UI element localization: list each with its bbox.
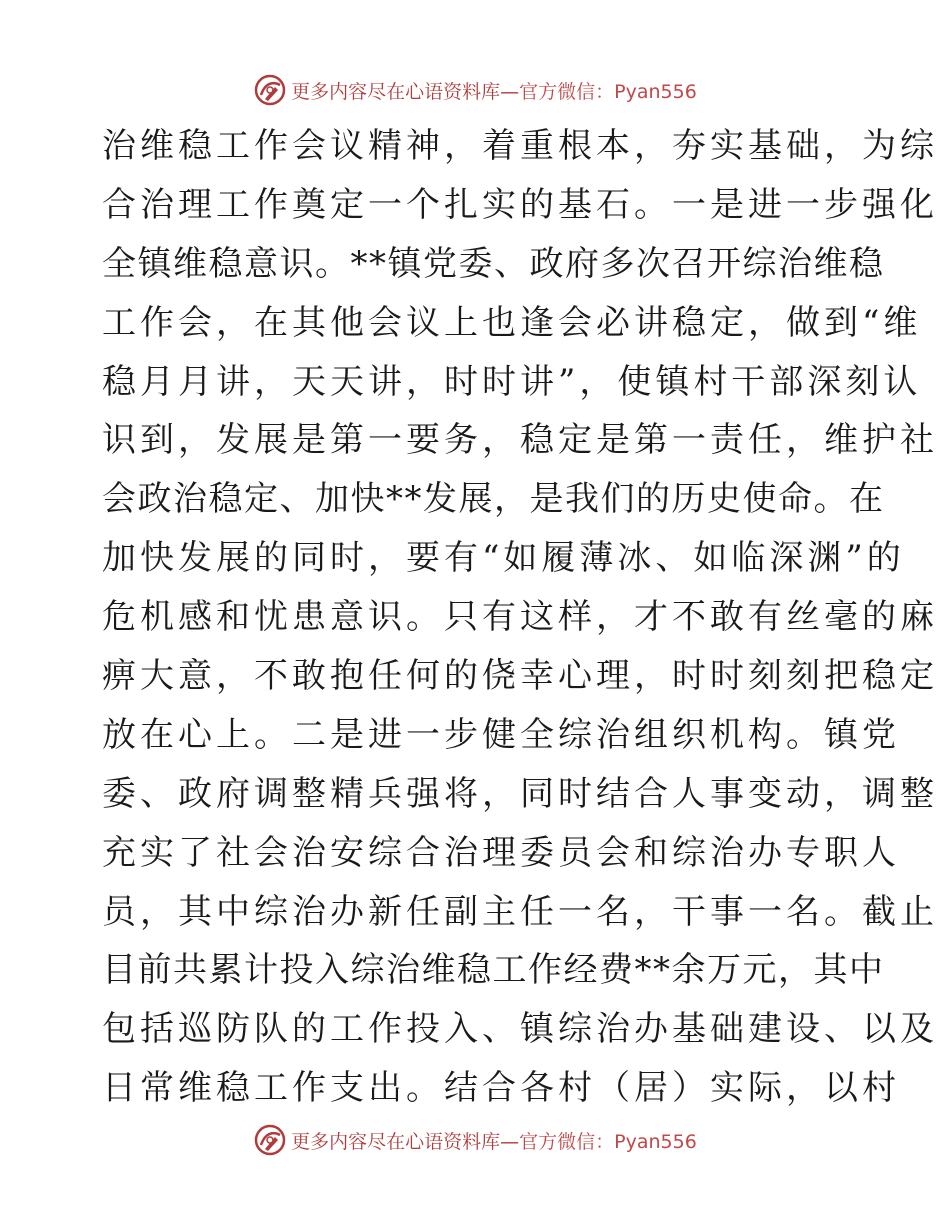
watermark-text bbox=[291, 1127, 697, 1154]
text-line: 包括巡防队的工作投入、镇综治办基础建设、以及 bbox=[102, 1009, 938, 1050]
text-line: 目前共累计投入综治维稳工作经费**余万元，其中 bbox=[102, 950, 885, 991]
text-line: 合治理工作奠定一个扎实的基石。一是进一步强化 bbox=[102, 184, 938, 225]
document-body bbox=[102, 117, 938, 1118]
text-line: 会政治稳定、加快**发展，是我们的历史使命。在 bbox=[102, 479, 885, 520]
text-line: 充实了社会治安综合治理委员会和综治办专职人 bbox=[102, 832, 900, 873]
watermark-slogan: 更多内容尽在心语资料库 bbox=[291, 80, 501, 103]
text-line: 委、政府调整精兵强将，同时结合人事变动，调整 bbox=[102, 773, 938, 814]
text-line: 工作会，在其他会议上也逢会必讲稳定，做到“维 bbox=[102, 302, 922, 343]
text-line: 放在心上。二是进一步健全综治组织机构。镇党 bbox=[102, 714, 900, 755]
watermark-text bbox=[291, 77, 697, 104]
footer-watermark bbox=[0, 1120, 950, 1160]
watermark-separator: — bbox=[500, 1130, 520, 1153]
text-line: 稳月月讲，天天讲，时时讲”，使镇村干部深刻认 bbox=[102, 361, 922, 402]
text-line: 日常维稳工作支出。结合各村（居）实际，以村 bbox=[102, 1068, 900, 1109]
text-line: 痹大意，不敢抱任何的侥幸心理，时时刻刻把稳定 bbox=[102, 656, 938, 697]
text-line: 危机感和忧患意识。只有这样，才不敢有丝毫的麻 bbox=[102, 597, 938, 638]
watermark-separator: — bbox=[500, 80, 520, 103]
text-line: 员，其中综治办新任副主任一名，干事一名。截止 bbox=[102, 891, 938, 932]
watermark-contact: 官方微信：Pyan556 bbox=[519, 80, 697, 103]
watermark-slogan: 更多内容尽在心语资料库 bbox=[291, 1130, 501, 1153]
logo-icon bbox=[253, 73, 287, 107]
text-line: 治维稳工作会议精神，着重根本，夯实基础，为综 bbox=[102, 126, 938, 166]
text-line: 加快发展的同时，要有“如履薄冰、如临深渊”的 bbox=[102, 538, 905, 579]
header-watermark bbox=[0, 70, 950, 110]
logo-icon bbox=[253, 1123, 287, 1157]
watermark-contact: 官方微信：Pyan556 bbox=[519, 1130, 697, 1153]
text-line: 全镇维稳意识。**镇党委、政府多次召开综治维稳 bbox=[102, 243, 885, 284]
text-line: 识到，发展是第一要务，稳定是第一责任，维护社 bbox=[102, 420, 938, 461]
